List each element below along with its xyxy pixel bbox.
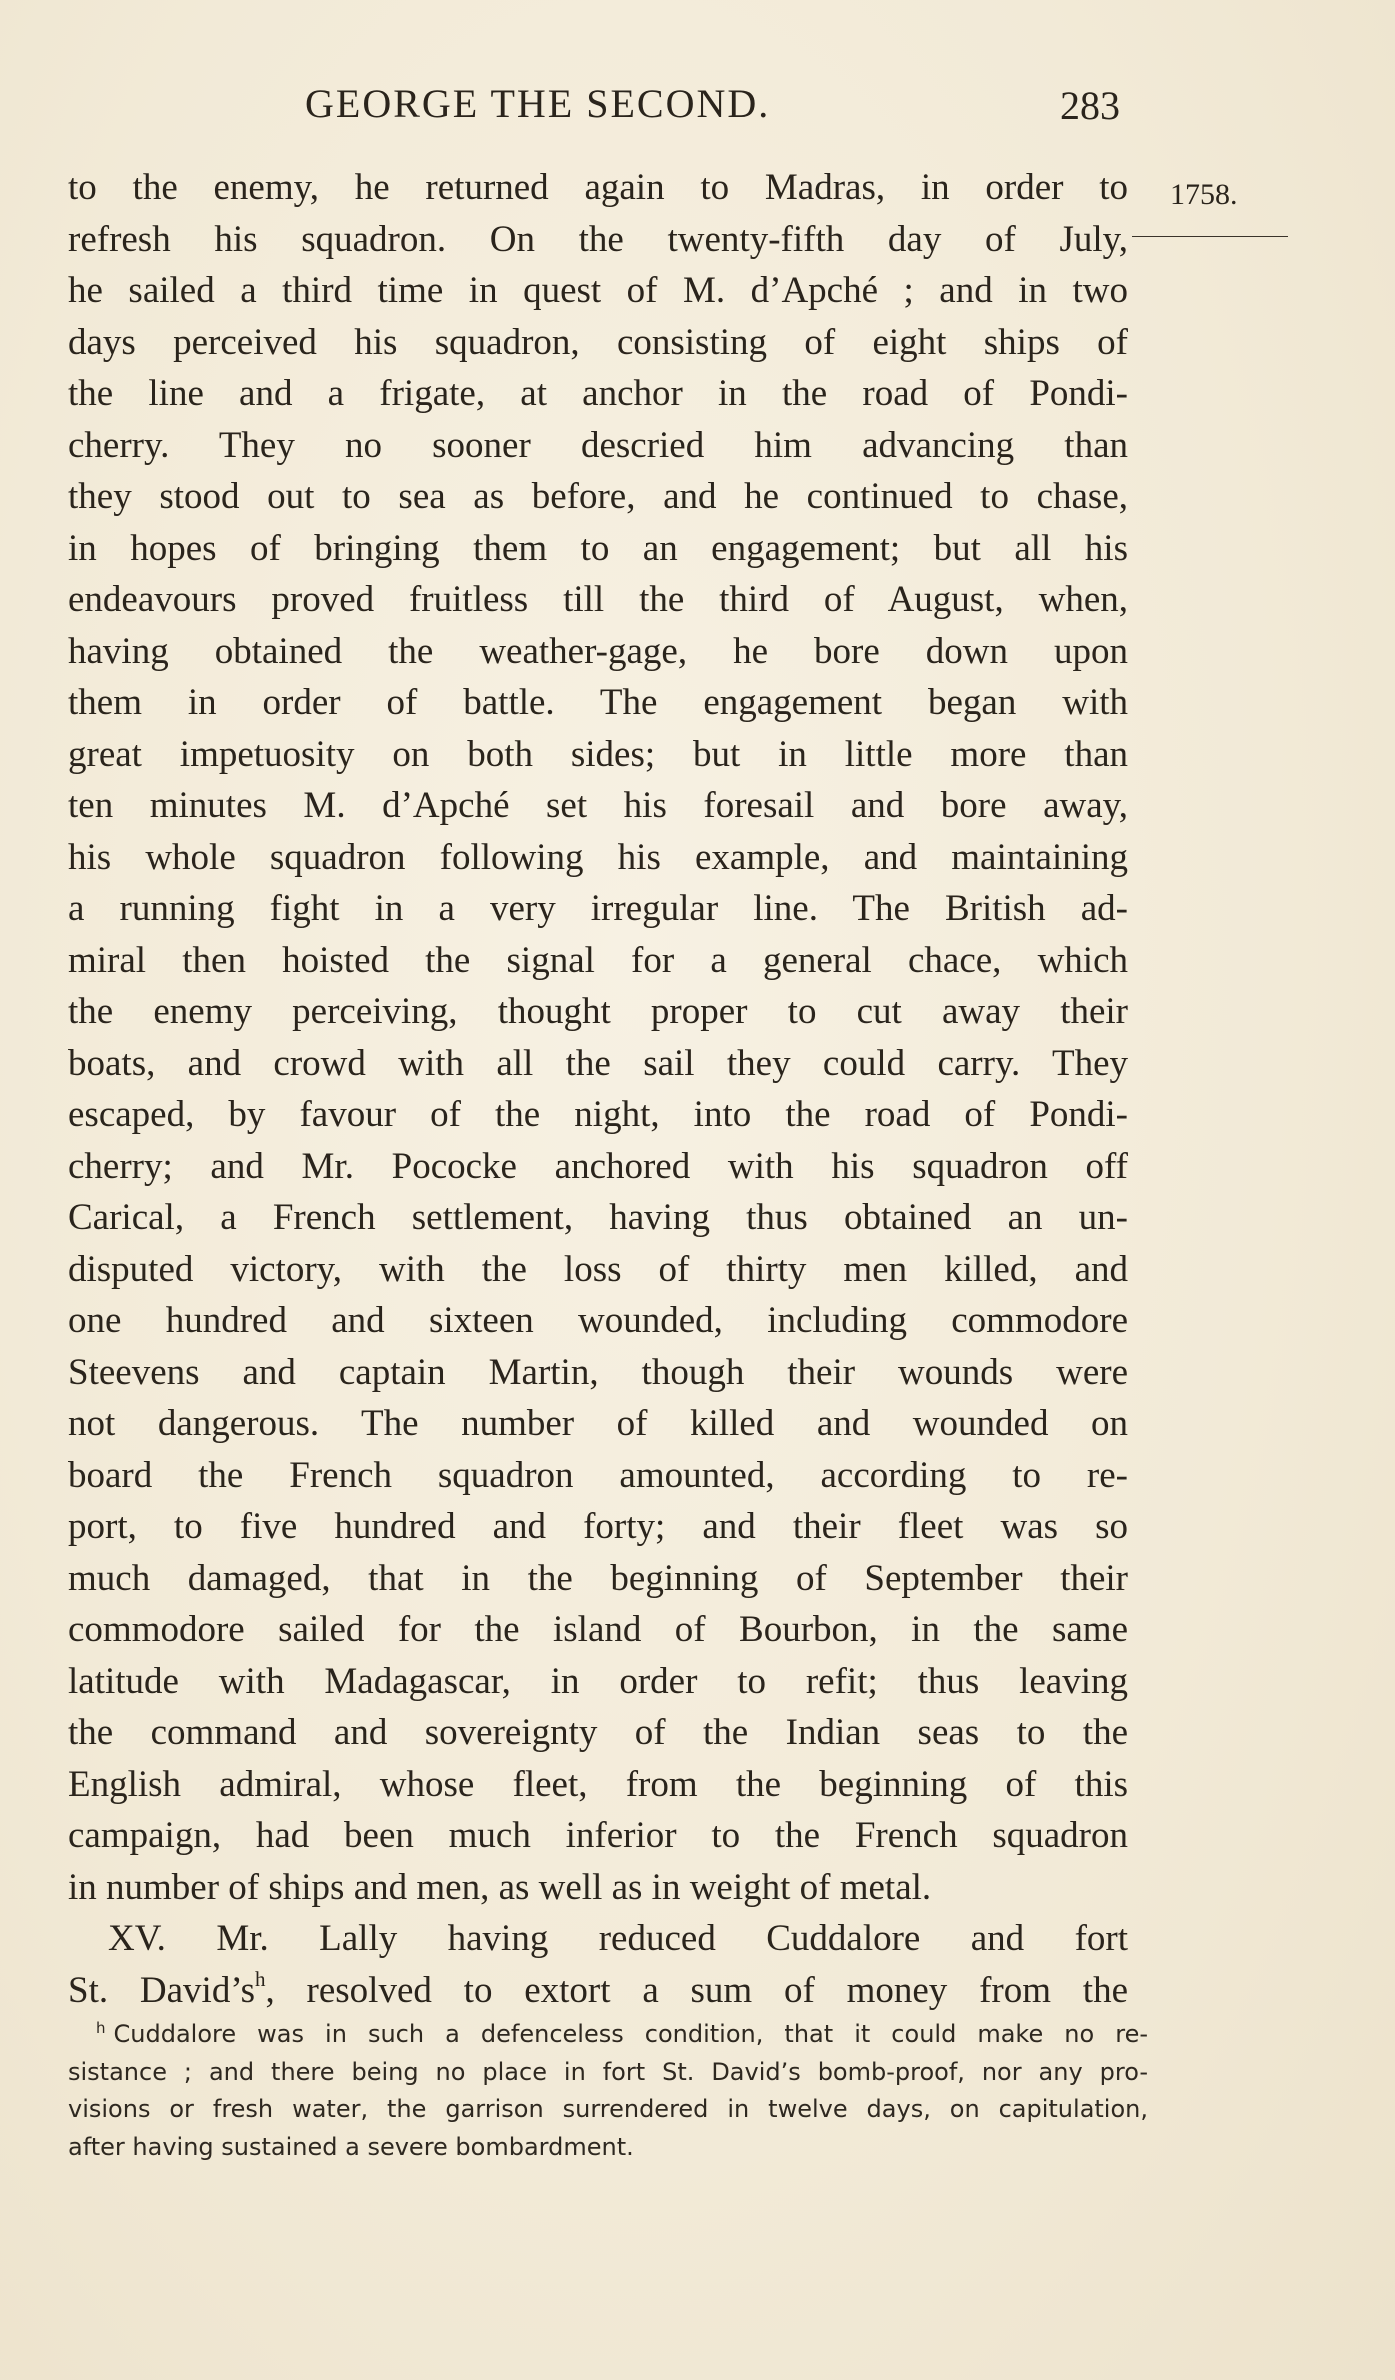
body-text — [68, 162, 1128, 2016]
text-line: escaped, by favour of the night, into the road of Pondi- — [68, 1094, 1128, 1135]
text-line: to the enemy, he returned again to Madras, in order to — [68, 167, 1128, 208]
text-line: they stood out to sea as before, and he continued to chase, — [68, 476, 1128, 517]
text-line: the line and a frigate, at anchor in the road of Pondi- — [68, 373, 1128, 414]
text-line: Carical, a French settlement, having thus obtained an un- — [68, 1197, 1128, 1238]
text-line: days perceived his squadron, consisting of eight ships of — [68, 321, 1128, 363]
text-line: he sailed a third time in quest of M. d’Apché ; and in two — [68, 270, 1128, 311]
text-fragment: , resolved to extort a sum of money from the — [265, 1969, 1128, 2011]
text-line: disputed victory, with the loss of thirty men killed, and — [68, 1248, 1128, 1290]
running-title: GEORGE THE SECOND. — [305, 81, 771, 126]
text-line: campaign, had been much inferior to the French squadron — [68, 1815, 1128, 1856]
text-line: commodore sailed for the island of Bourbon, in the same — [68, 1609, 1128, 1650]
text-line: one hundred and sixteen wounded, including commodore — [68, 1300, 1128, 1341]
footnote-line — [68, 2016, 1148, 2054]
page-header — [70, 80, 1120, 140]
text-line: the command and sovereignty of the Indian seas to the — [68, 1712, 1128, 1753]
text-line: miral then hoisted the signal for a general chace, which — [68, 939, 1128, 981]
section-xv-first-line: XV. Mr. Lally having reduced Cuddalore and fort — [108, 1918, 1128, 1959]
text-line: in hopes of bringing them to an engagement; but all his — [68, 527, 1128, 569]
margin-rule — [1132, 236, 1288, 237]
footnote-line: visions or fresh water, the garrison surrendered in twelve days, on capitulation, — [68, 2095, 1148, 2123]
text-fragment: St. David’s — [68, 1969, 255, 2011]
text-line: English admiral, whose fleet, from the beginning of this — [68, 1763, 1128, 1805]
text-line: having obtained the weather-gage, he bore down upon — [68, 630, 1128, 672]
text-line: Steevens and captain Martin, though their wounds were — [68, 1351, 1128, 1393]
text-line: latitude with Madagascar, in order to refit; thus leaving — [68, 1660, 1128, 1702]
paragraph-end-line: in number of ships and men, as well as in weight of metal. — [68, 1866, 932, 1908]
footnote-line: sistance ; and there being no place in fort St. David’s bomb-proof, nor any pro- — [68, 2057, 1148, 2086]
text-line: great impetuosity on both sides; but in little more than — [68, 733, 1128, 775]
text-line: not dangerous. The number of killed and wounded on — [68, 1403, 1128, 1444]
text-line: much damaged, that in the beginning of September their — [68, 1557, 1128, 1599]
footnote-text: Cuddalore was in such a defenceless condition, that it could make no re- — [113, 2020, 1148, 2048]
text-line: endeavours proved fruitless till the third of August, when, — [68, 579, 1128, 620]
text-line: cherry; and Mr. Pococke anchored with his squadron off — [68, 1145, 1128, 1187]
text-line: the enemy perceiving, thought proper to cut away their — [68, 991, 1128, 1032]
text-line: board the French squadron amounted, according to re- — [68, 1454, 1128, 1496]
section-xv-second-line — [68, 1965, 1128, 2017]
footnote-reference: h — [255, 1966, 266, 1991]
footnote-line: after having sustained a severe bombardment. — [68, 2132, 634, 2161]
text-line: boats, and crowd with all the sail they could carry. They — [68, 1042, 1128, 1084]
text-line: a running fight in a very irregular line. The British ad- — [68, 888, 1128, 929]
margin-year: 1758. — [1170, 178, 1238, 211]
text-line: cherry. They no sooner descried him advancing than — [68, 424, 1128, 466]
text-line: his whole squadron following his example, and maintaining — [68, 836, 1128, 878]
text-line: ten minutes M. d’Apché set his foresail and bore away, — [68, 785, 1128, 826]
page-number: 283 — [1060, 83, 1120, 128]
text-line: them in order of battle. The engagement began with — [68, 682, 1128, 723]
footnote-marker: h — [96, 2019, 106, 2037]
text-line: refresh his squadron. On the twenty-fifth day of July, — [68, 218, 1128, 260]
text-line: port, to five hundred and forty; and their fleet was so — [68, 1506, 1128, 1547]
footnote — [68, 2016, 1148, 2166]
